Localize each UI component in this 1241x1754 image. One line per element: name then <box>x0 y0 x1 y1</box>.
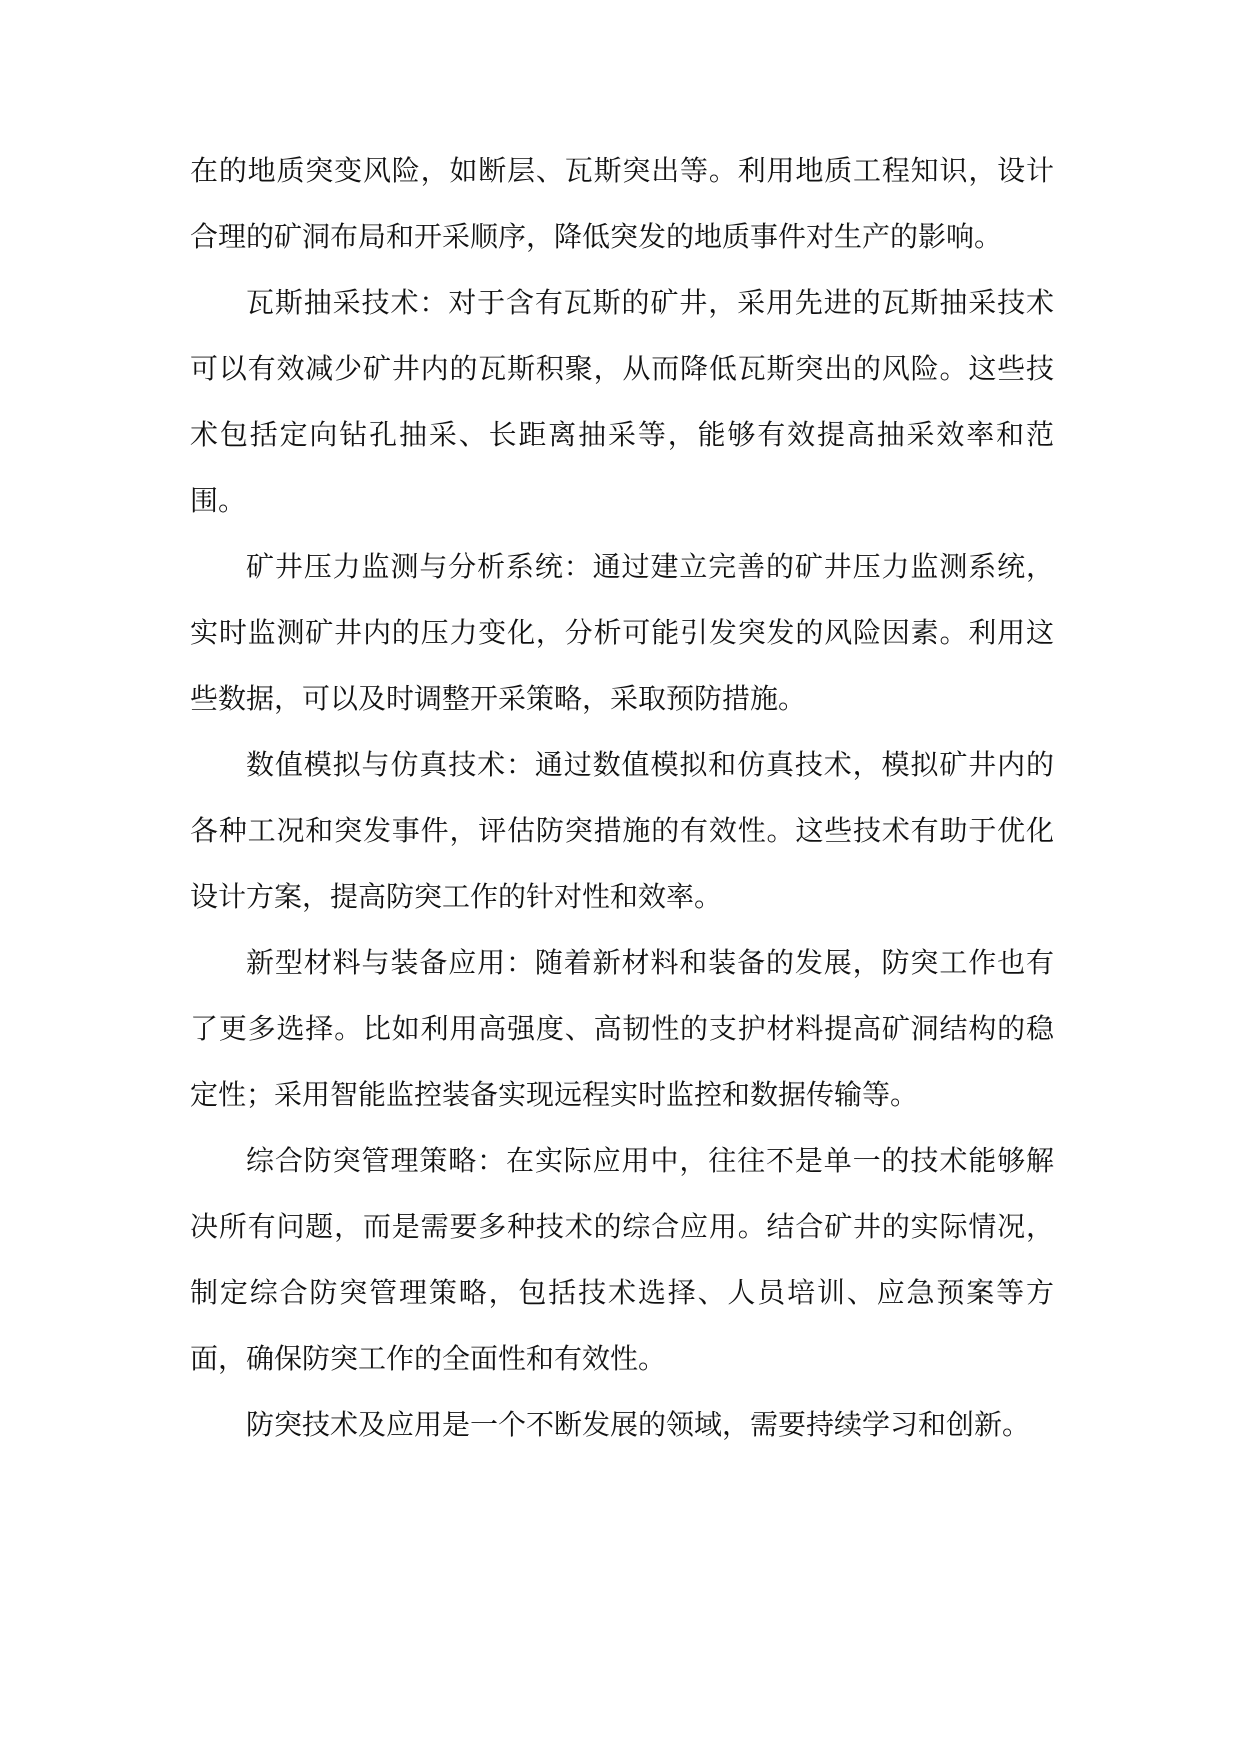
paragraph-conclusion: 防突技术及应用是一个不断发展的领域，需要持续学习和创新。 <box>246 1408 1031 1441</box>
paragraph-continuation: 在的地质突变风险，如断层、瓦斯突出等。利用地质工程知识，设计合理的矿洞布局和开采顺序，降低突发的地质事件对生产的影响。 <box>190 154 1054 253</box>
paragraph-new-materials: 新型材料与装备应用：随着新材料和装备的发展，防突工作也有了更多选择。比如利用高强度、高韧性的支护材料提高矿洞结构的稳定性；采用智能监控装备实现远程实时监控和数据传输等。 <box>190 946 1054 1111</box>
paragraph-pressure-monitoring: 矿井压力监测与分析系统：通过建立完善的矿井压力监测系统，实时监测矿井内的压力变化，分析可能引发突发的风险因素。利用这些数据，可以及时调整开采策略，采取预防措施。 <box>190 550 1054 715</box>
paragraph-numerical-simulation: 数值模拟与仿真技术：通过数值模拟和仿真技术，模拟矿井内的各种工况和突发事件，评估防突措施的有效性。这些技术有助于优化设计方案，提高防突工作的针对性和效率。 <box>190 748 1054 913</box>
paragraph-gas-drainage: 瓦斯抽采技术：对于含有瓦斯的矿井，采用先进的瓦斯抽采技术可以有效减少矿井内的瓦斯积聚，从而降低瓦斯突出的风险。这些技术包括定向钻孔抽采、长距离抽采等，能够有效提高抽采效率和范围。 <box>190 286 1054 517</box>
paragraph-management-strategy: 综合防突管理策略：在实际应用中，往往不是单一的技术能够解决所有问题，而是需要多种技术的综合应用。结合矿井的实际情况，制定综合防突管理策略，包括技术选择、人员培训、应急预案等方面，确保防突工作的全面性和有效性。 <box>190 1144 1054 1375</box>
document-body <box>190 138 1054 1458</box>
